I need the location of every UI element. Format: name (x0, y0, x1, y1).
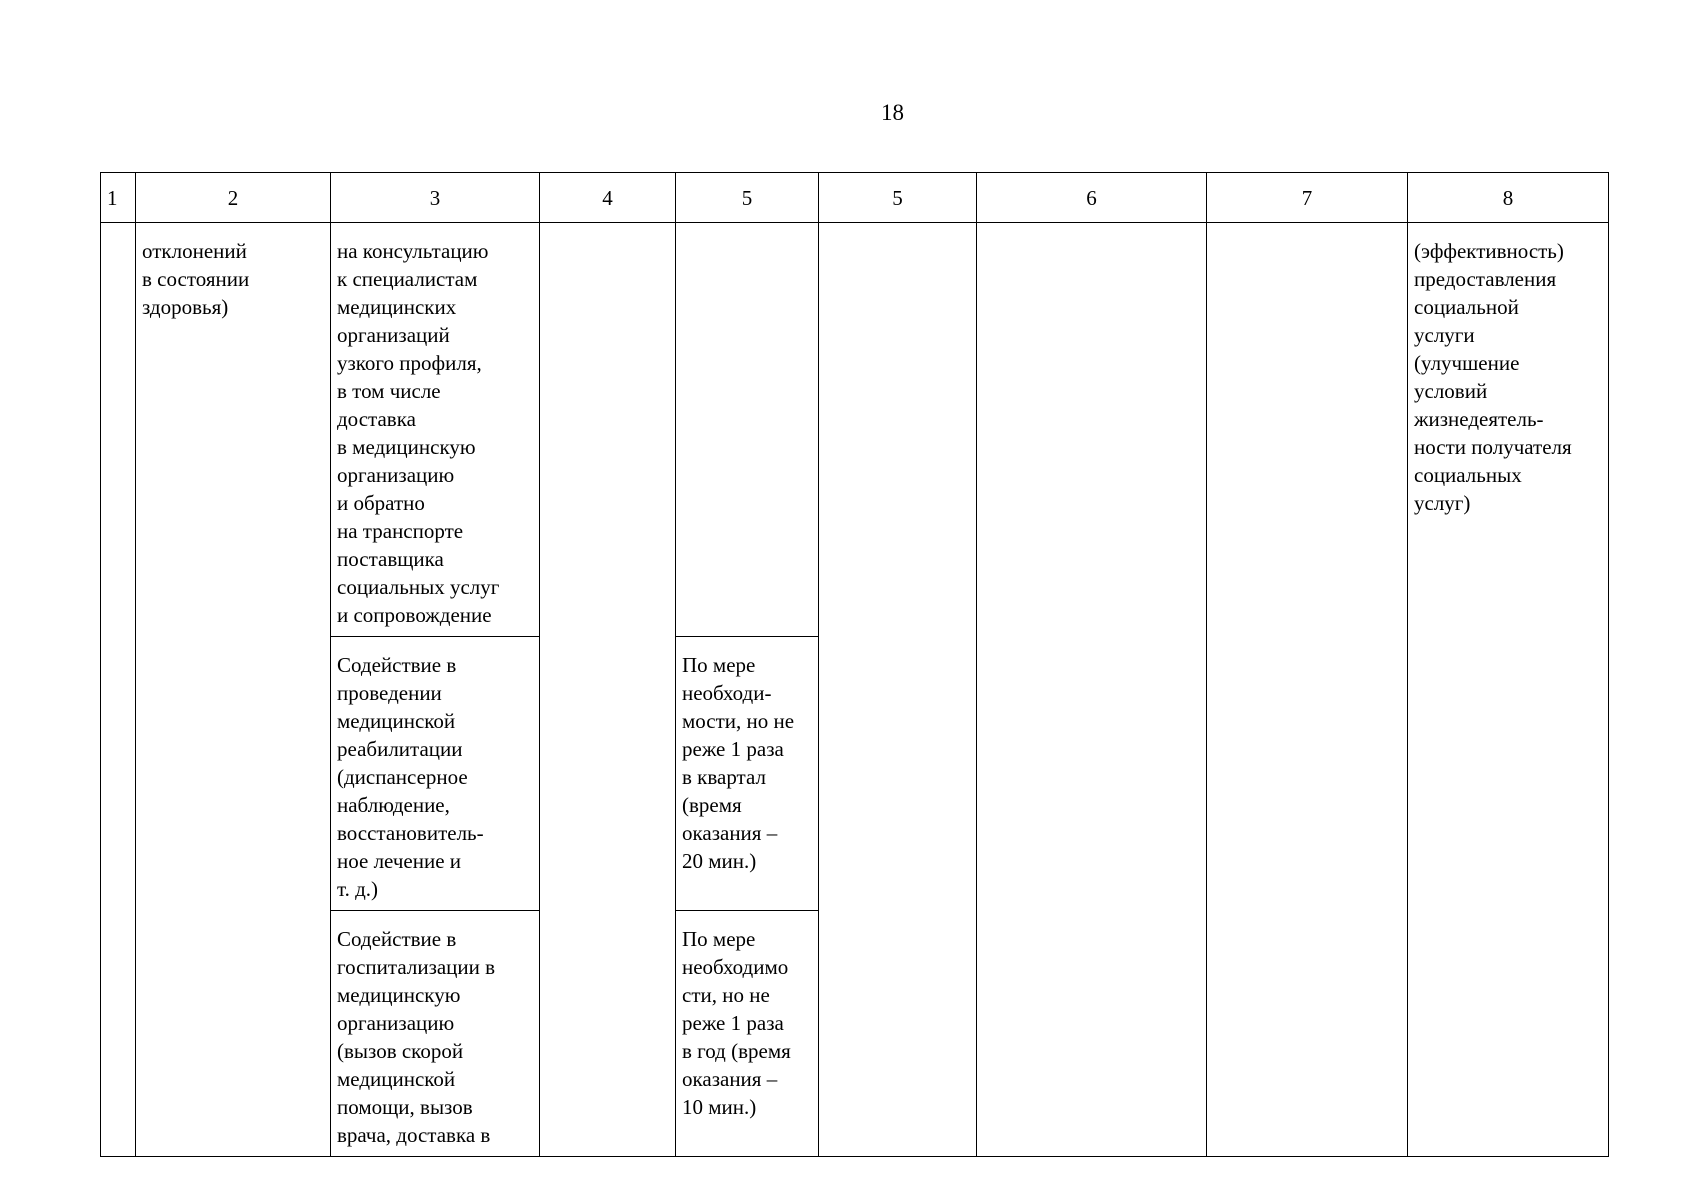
col3-cell (331, 637, 540, 911)
header-cell: 8 (1408, 173, 1609, 223)
col3-cell (331, 911, 540, 1157)
header-cell: 5 (819, 173, 977, 223)
header-cell: 7 (1207, 173, 1408, 223)
col5-cell (676, 911, 819, 1157)
header-cell: 5 (676, 173, 819, 223)
col2-text: отклонений в состоянии здоровья) (142, 239, 250, 319)
table-header-row (101, 173, 1609, 223)
col3-text: на консультацию к специалистам медицинских организаций узкого профиля, в том числе доставка в медицинскую организацию и обратно на транспорте поставщика социальных услуг и сопровождение (337, 239, 500, 627)
header-cell: 4 (540, 173, 676, 223)
col5-text: По мере необходимо сти, но не реже 1 раза в год (время оказания – 10 мин.) (682, 927, 791, 1119)
col5-text: По мере необходи- мости, но не реже 1 раза в квартал (время оказания – 20 мин.) (682, 653, 795, 873)
col8-text: (эффективность) предоставления социальной услуги (улучшение условий жизнедеятель- ности получателя социальных услуг) (1414, 239, 1572, 515)
table-row (101, 223, 1609, 637)
col6-cell (977, 223, 1207, 1157)
col8-cell (1408, 223, 1609, 1157)
col2-cell (136, 223, 331, 1157)
col5-cell (676, 637, 819, 911)
header-cell: 6 (977, 173, 1207, 223)
col3-cell (331, 223, 540, 637)
col5b-cell (819, 223, 977, 1157)
col3-text: Содействие в госпитализации в медицинскую организацию (вызов скорой медицинской помощи, вызов врача, доставка в (337, 927, 496, 1147)
col7-cell (1207, 223, 1408, 1157)
header-cell: 3 (331, 173, 540, 223)
col3-text: Содействие в проведении медицинской реабилитации (диспансерное наблюдение, восстановитель- ное лечение и т. д.) (337, 653, 484, 901)
header-cell: 2 (136, 173, 331, 223)
col4-cell (540, 223, 676, 1157)
col5-cell (676, 223, 819, 637)
page-number: 18 (881, 100, 904, 125)
header-cell: 1 (101, 173, 136, 223)
services-table (100, 172, 1609, 1157)
col1-cell (101, 223, 136, 1157)
